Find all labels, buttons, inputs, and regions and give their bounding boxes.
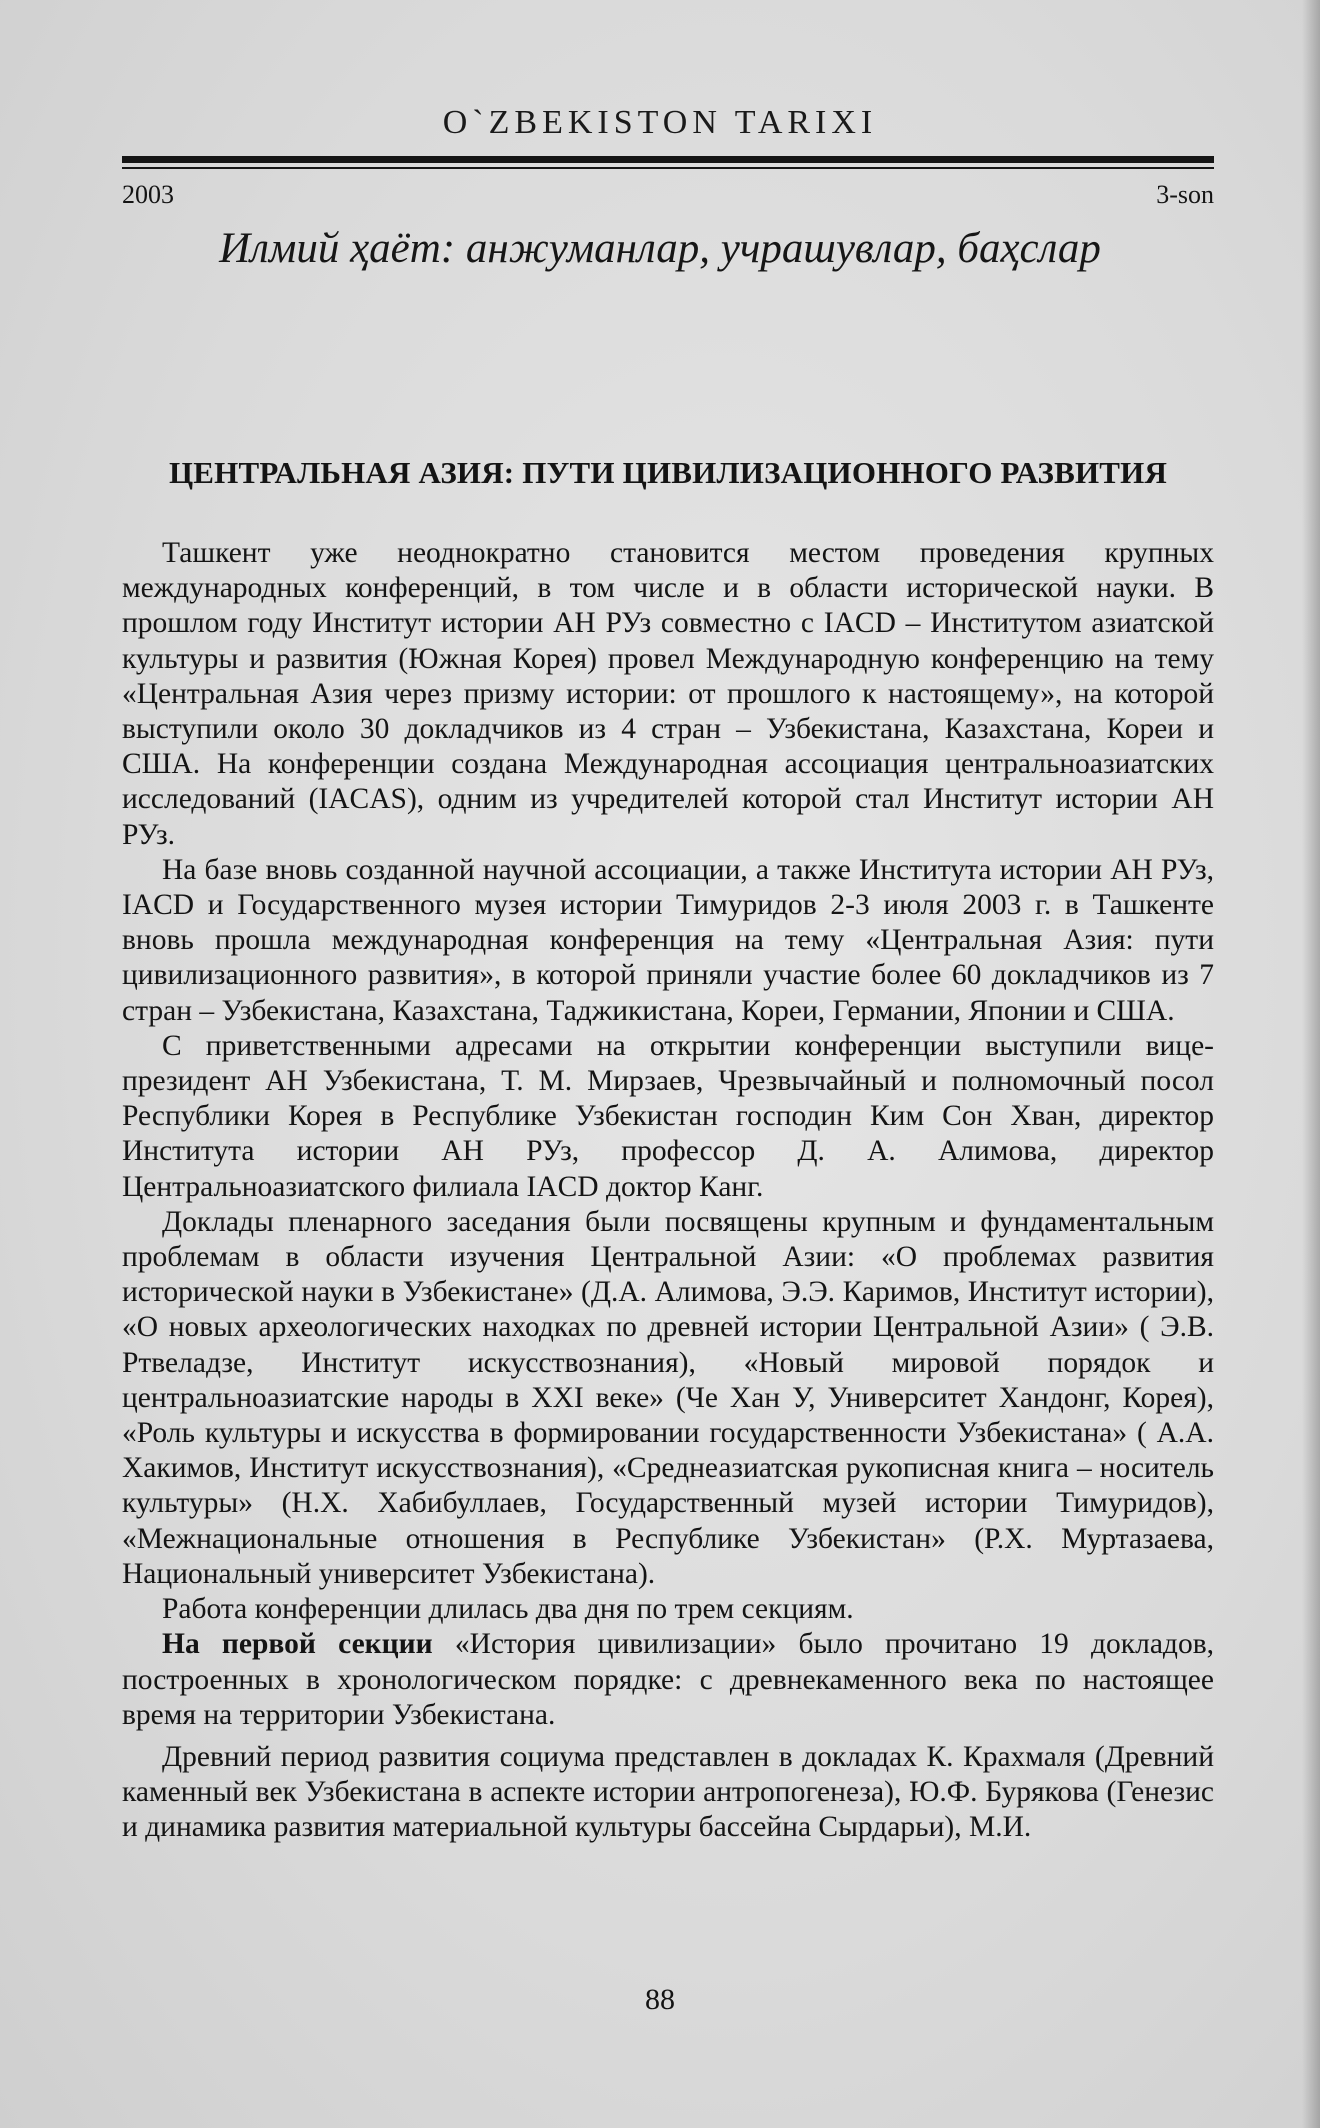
journal-title: O`ZBEKISTON TARIXI: [442, 104, 878, 141]
header-rule-thick: [122, 156, 1214, 163]
paragraph: [122, 1627, 1214, 1733]
paragraph: [122, 853, 1214, 1029]
section-rubric: Илмий ҳаёт: анжуманлар, учрашувлар, баҳслар: [219, 225, 1101, 272]
paragraph: [122, 1029, 1214, 1205]
paragraph: [122, 1592, 1214, 1627]
paragraph: [122, 1205, 1214, 1592]
paragraph: [122, 1740, 1214, 1846]
article-body: [122, 536, 1214, 1846]
paragraph-text: Доклады пленарного заседания были посвящены крупным и фундаментальным проблемам в области изучения Центральной Азии: «О проблемах развития исторической науки в Узбекистане» (Д.А. Алимова, Э.Э. Каримов, Институт истории), «О новых археологических находках по древней истории Центральной Азии» ( Э.В. Ртвеладзе, Институт искусствознания), «Новый мировой порядок и центральноазиатские народы в XXI веке» (Че Хан У, Университет Хандонг, Корея), «Роль культуры и искусства в формировании государственности Узбекистана» ( А.А. Хакимов, Институт искусствознания), «Среднеазиатская рукописная книга – носитель культуры» (Н.Х. Хабибуллаев, Государственный музей истории Тимуридов), «Межнациональные отношения в Республике Узбекистан» (Р.Х. Муртазаева, Национальный университет Узбекистана).: [122, 1205, 1214, 1590]
paragraph-text: «История цивилизации» было прочитано 19 докладов, построенных в хронологическом порядке: с древнекаменного века по настоящее время на территории Узбекистана.: [122, 1628, 1214, 1731]
page-edge-shadow: [1302, 0, 1320, 2128]
paragraph-text: На базе вновь созданной научной ассоциации, а также Института истории АН РУз, IACD и Государственного музея истории Тимуридов 2-3 июля 2003 г. в Ташкенте вновь прошла международная конференция на тему «Центральная Азия: пути цивилизационного развития», в которой приняли участие более 60 докладчиков из 7 стран – Узбекистана, Казахстана, Таджикистана, Кореи, Германии, Японии и США.: [122, 853, 1214, 1027]
paragraph-text: Ташкент уже неоднократно становится местом проведения крупных международных конференций, в том числе и в области исторической науки. В прошлом году Институт истории АН РУз совместно с IACD – Институтом азиатской культуры и развития (Южная Корея) провел Международную конференцию на тему «Центральная Азия через призму истории: от прошлого к настоящему», на которой выступили около 30 докладчиков из 4 стран – Узбекистана, Казахстана, Кореи и США. На конференции создана Международная ассоциация центральноазиатских исследований (IACAS), одним из учредителей которой стал Институт истории АН РУз.: [122, 537, 1214, 851]
header-rule-thin: [122, 167, 1214, 169]
paragraph-lead: На первой секции: [162, 1628, 433, 1661]
paragraph-text: С приветственными адресами на открытии конференции выступили вице-президент АН Узбекистана, Т. М. Мирзаев, Чрезвычайный и полномочный посол Республики Корея в Республике Узбекистан господин Ким Сон Хван, директор Института истории АН РУз, профессор Д. А. Алимова, директор Центральноазиатского филиала IACD доктор Канг.: [122, 1029, 1214, 1203]
article-title: ЦЕНТРАЛЬНАЯ АЗИЯ: ПУТИ ЦИВИЛИЗАЦИОННОГО РАЗВИТИЯ: [168, 455, 1168, 490]
page-number: 88: [645, 1983, 675, 2016]
issue-number: 3-son: [1156, 180, 1214, 209]
paragraph-text: Работа конференции длилась два дня по трем секциям.: [162, 1593, 854, 1626]
issue-year: 2003: [122, 180, 174, 209]
paragraph-text: Древний период развития социума представлен в докладах К. Крахмаля (Древний каменный век Узбекистана в аспекте истории антропогенеза), Ю.Ф. Бурякова (Генезис и динамика развития материальной культуры бассейна Сырдарьи), М.И.: [122, 1740, 1214, 1844]
paragraph: [122, 536, 1214, 853]
